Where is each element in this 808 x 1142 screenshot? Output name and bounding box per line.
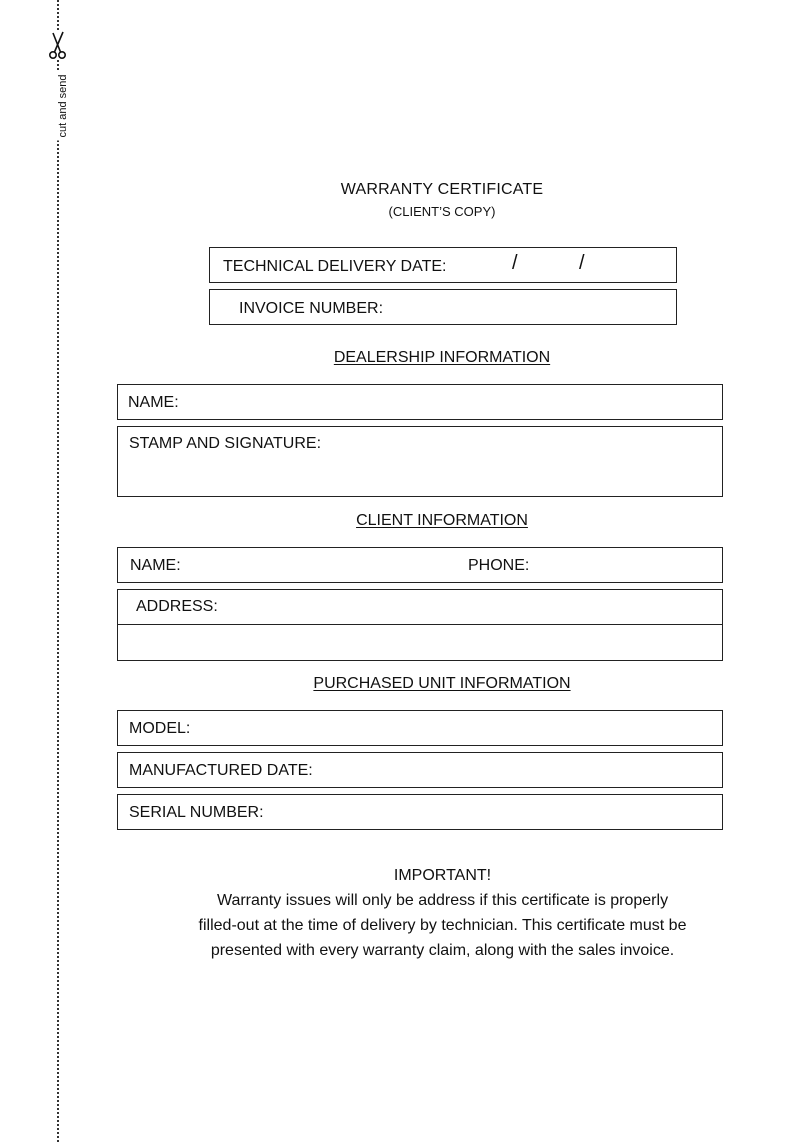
manufactured-date-label: MANUFACTURED DATE: — [129, 762, 313, 779]
client-name-phone-field[interactable] — [117, 547, 723, 583]
model-field[interactable] — [117, 710, 723, 746]
client-name-label: NAME: — [130, 557, 181, 574]
notice-line-3: presented with every warranty claim, along with the sales invoice. — [210, 942, 675, 959]
notice-line-1: Warranty issues will only be address if this certificate is properly — [216, 892, 669, 909]
client-address-label: ADDRESS: — [136, 598, 218, 615]
cut-and-send-label: cut and send — [57, 72, 69, 141]
serial-number-label: SERIAL NUMBER: — [129, 804, 264, 821]
dealership-name-label: NAME: — [128, 394, 179, 411]
date-separator-2: / — [579, 252, 585, 274]
dealership-name-field[interactable] — [117, 384, 723, 420]
technical-delivery-date-field[interactable] — [209, 247, 677, 283]
stamp-signature-field[interactable] — [117, 426, 723, 497]
technical-delivery-date-label: TECHNICAL DELIVERY DATE: — [223, 258, 447, 275]
invoice-number-label: INVOICE NUMBER: — [239, 300, 384, 317]
certificate-title: WARRANTY CERTIFICATE — [340, 181, 544, 198]
stamp-signature-label: STAMP AND SIGNATURE: — [129, 435, 322, 452]
scissors-icon — [48, 30, 68, 60]
address-divider — [118, 624, 722, 625]
manufactured-date-field[interactable] — [117, 752, 723, 788]
dealership-heading: DEALERSHIP INFORMATION — [333, 349, 551, 366]
certificate-subtitle: (CLIENT’S COPY) — [388, 204, 496, 219]
serial-number-field[interactable] — [117, 794, 723, 830]
unit-heading: PURCHASED UNIT INFORMATION — [313, 675, 571, 692]
client-heading: CLIENT INFORMATION — [356, 512, 528, 529]
date-separator-1: / — [512, 252, 518, 274]
client-address-field[interactable] — [117, 589, 723, 661]
notice-line-2: filled-out at the time of delivery by technician. This certificate must be — [198, 917, 687, 934]
cut-line — [57, 0, 59, 1142]
model-label: MODEL: — [129, 720, 191, 737]
client-phone-label: PHONE: — [468, 557, 530, 574]
invoice-number-field[interactable] — [209, 289, 677, 325]
important-title: IMPORTANT! — [393, 867, 492, 884]
